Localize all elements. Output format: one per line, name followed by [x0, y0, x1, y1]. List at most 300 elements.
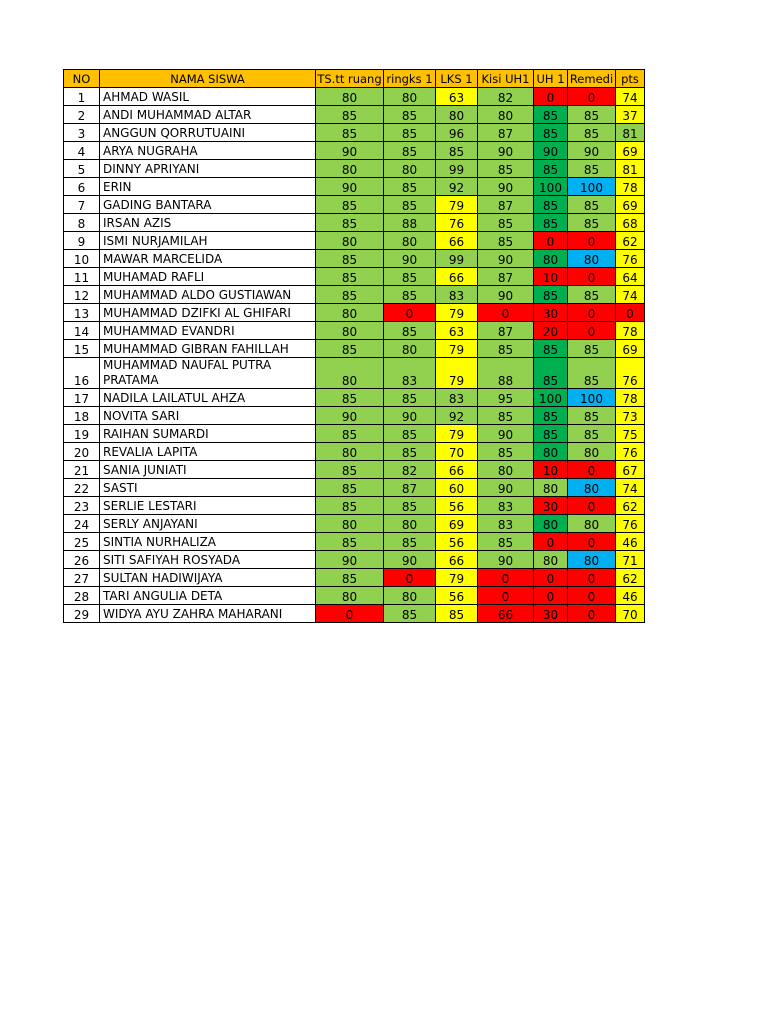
table-row [64, 497, 645, 515]
cell-ts: 80 [316, 443, 384, 461]
cell-lks: 79 [436, 196, 478, 214]
cell-ringks: 85 [384, 605, 436, 623]
cell-lks: 79 [436, 340, 478, 358]
cell-uh: 0 [534, 232, 568, 250]
cell-ts: 85 [316, 569, 384, 587]
cell-lks: 60 [436, 479, 478, 497]
cell-lks: 92 [436, 178, 478, 196]
cell-no: 21 [64, 461, 100, 479]
cell-lks: 99 [436, 160, 478, 178]
cell-kisi: 85 [478, 443, 534, 461]
cell-ts: 85 [316, 479, 384, 497]
cell-lks: 63 [436, 322, 478, 340]
cell-uh: 0 [534, 533, 568, 551]
cell-uh: 100 [534, 178, 568, 196]
cell-pts: 74 [616, 286, 645, 304]
cell-pts: 69 [616, 142, 645, 160]
cell-pts: 70 [616, 605, 645, 623]
cell-remedi: 90 [568, 142, 616, 160]
cell-ts: 90 [316, 178, 384, 196]
cell-kisi: 90 [478, 250, 534, 268]
cell-no: 26 [64, 551, 100, 569]
cell-uh: 80 [534, 250, 568, 268]
table-row [64, 322, 645, 340]
table-row [64, 178, 645, 196]
cell-nama-siswa: SERLY ANJAYANI [100, 515, 316, 533]
cell-uh: 0 [534, 587, 568, 605]
cell-no: 28 [64, 587, 100, 605]
cell-no: 3 [64, 124, 100, 142]
cell-nama-siswa: DINNY APRIYANI [100, 160, 316, 178]
cell-nama-siswa: SINTIA NURHALIZA [100, 533, 316, 551]
cell-no: 15 [64, 340, 100, 358]
cell-pts: 46 [616, 533, 645, 551]
table-row [64, 358, 645, 389]
cell-lks: 85 [436, 605, 478, 623]
cell-no: 8 [64, 214, 100, 232]
cell-ringks: 85 [384, 443, 436, 461]
cell-pts: 46 [616, 587, 645, 605]
cell-uh: 30 [534, 605, 568, 623]
cell-nama-siswa: ARYA NUGRAHA [100, 142, 316, 160]
cell-pts: 76 [616, 515, 645, 533]
cell-ringks: 85 [384, 106, 436, 124]
cell-kisi: 87 [478, 124, 534, 142]
cell-ringks: 88 [384, 214, 436, 232]
cell-kisi: 80 [478, 106, 534, 124]
cell-nama-siswa: MUHAMMAD EVANDRI [100, 322, 316, 340]
cell-ts: 0 [316, 605, 384, 623]
cell-ts: 85 [316, 533, 384, 551]
cell-lks: 66 [436, 551, 478, 569]
cell-no: 24 [64, 515, 100, 533]
cell-ts: 85 [316, 425, 384, 443]
cell-lks: 92 [436, 407, 478, 425]
cell-ts: 85 [316, 268, 384, 286]
cell-ringks: 85 [384, 389, 436, 407]
cell-ringks: 80 [384, 587, 436, 605]
cell-nama-siswa: SULTAN HADIWIJAYA [100, 569, 316, 587]
cell-ringks: 85 [384, 497, 436, 515]
cell-no: 9 [64, 232, 100, 250]
cell-kisi: 85 [478, 214, 534, 232]
cell-uh: 10 [534, 268, 568, 286]
cell-ringks: 80 [384, 340, 436, 358]
cell-lks: 83 [436, 389, 478, 407]
table-row [64, 461, 645, 479]
cell-no: 4 [64, 142, 100, 160]
cell-no: 22 [64, 479, 100, 497]
cell-ts: 80 [316, 515, 384, 533]
cell-ringks: 82 [384, 461, 436, 479]
cell-pts: 75 [616, 425, 645, 443]
cell-kisi: 88 [478, 358, 534, 389]
cell-uh: 80 [534, 479, 568, 497]
table-row [64, 425, 645, 443]
cell-kisi: 87 [478, 322, 534, 340]
cell-ts: 80 [316, 587, 384, 605]
table-row [64, 286, 645, 304]
cell-kisi: 90 [478, 479, 534, 497]
cell-nama-siswa: IRSAN AZIS [100, 214, 316, 232]
cell-kisi: 82 [478, 88, 534, 106]
cell-ringks: 0 [384, 569, 436, 587]
cell-nama-siswa: NOVITA SARI [100, 407, 316, 425]
cell-uh: 85 [534, 196, 568, 214]
cell-kisi: 95 [478, 389, 534, 407]
cell-nama-siswa: MUHAMMAD ALDO GUSTIAWAN [100, 286, 316, 304]
cell-no: 23 [64, 497, 100, 515]
cell-pts: 67 [616, 461, 645, 479]
table-row [64, 214, 645, 232]
cell-pts: 81 [616, 160, 645, 178]
cell-ts: 90 [316, 551, 384, 569]
cell-uh: 85 [534, 106, 568, 124]
table-row [64, 250, 645, 268]
cell-nama-siswa: MAWAR MARCELIDA [100, 250, 316, 268]
table-row [64, 605, 645, 623]
table-row [64, 142, 645, 160]
cell-ts: 80 [316, 304, 384, 322]
cell-ringks: 85 [384, 178, 436, 196]
cell-no: 27 [64, 569, 100, 587]
cell-pts: 74 [616, 479, 645, 497]
cell-ts: 85 [316, 250, 384, 268]
cell-nama-siswa: NADILA LAILATUL AHZA [100, 389, 316, 407]
header-no: NO [64, 70, 100, 88]
cell-remedi: 0 [568, 461, 616, 479]
cell-no: 18 [64, 407, 100, 425]
header-ts-tt-ruang: TS.tt ruang [317, 71, 382, 86]
cell-lks: 76 [436, 214, 478, 232]
cell-kisi: 87 [478, 268, 534, 286]
cell-remedi: 80 [568, 551, 616, 569]
table-row [64, 88, 645, 106]
cell-kisi: 0 [478, 569, 534, 587]
cell-ts: 85 [316, 124, 384, 142]
header-uh-1: UH 1 [534, 70, 568, 88]
cell-kisi: 90 [478, 286, 534, 304]
header-ringks-1: ringks 1 [384, 70, 436, 88]
header-nama-siswa: NAMA SISWA [100, 70, 316, 88]
cell-remedi: 0 [568, 88, 616, 106]
cell-nama-siswa: SASTI [100, 479, 316, 497]
cell-pts: 76 [616, 443, 645, 461]
cell-lks: 63 [436, 88, 478, 106]
table-row [64, 569, 645, 587]
cell-pts: 0 [616, 304, 645, 322]
cell-uh: 85 [534, 358, 568, 389]
cell-ts: 85 [316, 106, 384, 124]
cell-kisi: 85 [478, 160, 534, 178]
cell-no: 14 [64, 322, 100, 340]
cell-pts: 62 [616, 497, 645, 515]
cell-ts: 80 [316, 358, 384, 389]
cell-remedi: 85 [568, 425, 616, 443]
cell-lks: 96 [436, 124, 478, 142]
cell-ts: 85 [316, 196, 384, 214]
cell-remedi: 85 [568, 106, 616, 124]
cell-ringks: 90 [384, 407, 436, 425]
cell-remedi: 80 [568, 479, 616, 497]
cell-no: 10 [64, 250, 100, 268]
cell-nama-siswa: GADING BANTARA [100, 196, 316, 214]
cell-uh: 85 [534, 407, 568, 425]
cell-kisi: 90 [478, 178, 534, 196]
cell-remedi: 0 [568, 304, 616, 322]
table-row [64, 340, 645, 358]
cell-lks: 70 [436, 443, 478, 461]
cell-no: 13 [64, 304, 100, 322]
cell-uh: 0 [534, 569, 568, 587]
cell-uh: 100 [534, 389, 568, 407]
cell-kisi: 90 [478, 551, 534, 569]
cell-lks: 85 [436, 142, 478, 160]
cell-ts: 85 [316, 340, 384, 358]
table-row [64, 389, 645, 407]
cell-no: 16 [64, 358, 100, 389]
cell-remedi: 100 [568, 389, 616, 407]
header-kisi-uh1: Kisi UH1 [478, 70, 534, 88]
table-row [64, 268, 645, 286]
cell-no: 17 [64, 389, 100, 407]
cell-nama-siswa: ANGGUN QORRUTUAINI [100, 124, 316, 142]
cell-remedi: 85 [568, 286, 616, 304]
cell-no: 29 [64, 605, 100, 623]
table-row [64, 479, 645, 497]
cell-ringks: 80 [384, 515, 436, 533]
cell-nama-siswa: MUHAMMAD GIBRAN FAHILLAH [100, 340, 316, 358]
cell-pts: 37 [616, 106, 645, 124]
cell-uh: 30 [534, 497, 568, 515]
table-row [64, 124, 645, 142]
cell-pts: 68 [616, 214, 645, 232]
cell-remedi: 0 [568, 268, 616, 286]
cell-pts: 62 [616, 569, 645, 587]
cell-pts: 78 [616, 178, 645, 196]
cell-pts: 74 [616, 88, 645, 106]
header-remedi: Remedi [568, 70, 616, 88]
cell-nama-siswa: ANDI MUHAMMAD ALTAR [100, 106, 316, 124]
cell-kisi: 90 [478, 425, 534, 443]
cell-pts: 69 [616, 196, 645, 214]
cell-uh: 80 [534, 443, 568, 461]
cell-ringks: 90 [384, 551, 436, 569]
cell-ringks: 80 [384, 88, 436, 106]
cell-uh: 85 [534, 286, 568, 304]
cell-remedi: 80 [568, 443, 616, 461]
cell-ts: 85 [316, 461, 384, 479]
cell-nama-siswa: TARI ANGULIA DETA [100, 587, 316, 605]
cell-kisi: 80 [478, 461, 534, 479]
cell-uh: 20 [534, 322, 568, 340]
cell-remedi: 85 [568, 160, 616, 178]
cell-kisi: 85 [478, 407, 534, 425]
cell-no: 20 [64, 443, 100, 461]
cell-ringks: 0 [384, 304, 436, 322]
cell-pts: 78 [616, 389, 645, 407]
cell-ts: 80 [316, 322, 384, 340]
cell-kisi: 85 [478, 232, 534, 250]
cell-ts: 80 [316, 88, 384, 106]
table-row [64, 443, 645, 461]
cell-remedi: 0 [568, 497, 616, 515]
cell-ringks: 85 [384, 286, 436, 304]
cell-lks: 66 [436, 461, 478, 479]
cell-kisi: 0 [478, 587, 534, 605]
cell-ts: 80 [316, 232, 384, 250]
cell-lks: 79 [436, 304, 478, 322]
table-row [64, 587, 645, 605]
cell-nama-siswa: ERIN [100, 178, 316, 196]
cell-lks: 79 [436, 358, 478, 389]
cell-ringks: 85 [384, 142, 436, 160]
cell-nama-siswa: ISMI NURJAMILAH [100, 232, 316, 250]
cell-no: 25 [64, 533, 100, 551]
cell-kisi: 66 [478, 605, 534, 623]
table-row [64, 106, 645, 124]
cell-remedi: 0 [568, 232, 616, 250]
cell-pts: 69 [616, 340, 645, 358]
cell-lks: 56 [436, 497, 478, 515]
cell-nama-siswa: REVALIA LAPITA [100, 443, 316, 461]
cell-uh: 85 [534, 124, 568, 142]
grade-table [63, 69, 645, 623]
cell-uh: 90 [534, 142, 568, 160]
cell-remedi: 85 [568, 196, 616, 214]
cell-pts: 64 [616, 268, 645, 286]
cell-nama-siswa: SITI SAFIYAH ROSYADA [100, 551, 316, 569]
cell-remedi: 80 [568, 250, 616, 268]
cell-lks: 69 [436, 515, 478, 533]
cell-remedi: 85 [568, 407, 616, 425]
header-lks-1: LKS 1 [436, 70, 478, 88]
cell-lks: 79 [436, 425, 478, 443]
cell-uh: 85 [534, 340, 568, 358]
cell-uh: 80 [534, 515, 568, 533]
cell-nama-siswa: MUHAMMAD NAUFAL PUTRA PRATAMA [100, 358, 316, 389]
cell-ts: 85 [316, 389, 384, 407]
cell-pts: 71 [616, 551, 645, 569]
cell-ringks: 85 [384, 533, 436, 551]
cell-uh: 10 [534, 461, 568, 479]
table-row [64, 304, 645, 322]
cell-ringks: 85 [384, 425, 436, 443]
cell-lks: 66 [436, 268, 478, 286]
cell-ringks: 83 [384, 358, 436, 389]
cell-kisi: 0 [478, 304, 534, 322]
cell-lks: 56 [436, 533, 478, 551]
table-row [64, 533, 645, 551]
cell-ts: 85 [316, 497, 384, 515]
cell-lks: 79 [436, 569, 478, 587]
table-row [64, 160, 645, 178]
cell-pts: 73 [616, 407, 645, 425]
cell-kisi: 85 [478, 533, 534, 551]
cell-lks: 66 [436, 232, 478, 250]
cell-uh: 80 [534, 551, 568, 569]
cell-no: 11 [64, 268, 100, 286]
cell-no: 5 [64, 160, 100, 178]
cell-nama-siswa: MUHAMMAD DZIFKI AL GHIFARI [100, 304, 316, 322]
header-pts: pts [616, 70, 645, 88]
cell-remedi: 0 [568, 533, 616, 551]
cell-ringks: 85 [384, 268, 436, 286]
table-row [64, 232, 645, 250]
cell-remedi: 0 [568, 605, 616, 623]
cell-no: 12 [64, 286, 100, 304]
cell-no: 2 [64, 106, 100, 124]
cell-ringks: 87 [384, 479, 436, 497]
cell-remedi: 85 [568, 214, 616, 232]
cell-remedi: 85 [568, 340, 616, 358]
cell-lks: 99 [436, 250, 478, 268]
cell-kisi: 90 [478, 142, 534, 160]
cell-uh: 85 [534, 214, 568, 232]
cell-uh: 0 [534, 88, 568, 106]
cell-kisi: 83 [478, 497, 534, 515]
cell-uh: 30 [534, 304, 568, 322]
cell-ringks: 85 [384, 196, 436, 214]
cell-lks: 80 [436, 106, 478, 124]
cell-ts: 90 [316, 142, 384, 160]
cell-nama-siswa: MUHAMAD RAFLI [100, 268, 316, 286]
cell-ts: 90 [316, 407, 384, 425]
cell-kisi: 85 [478, 340, 534, 358]
cell-no: 7 [64, 196, 100, 214]
header-row [64, 70, 645, 88]
cell-kisi: 87 [478, 196, 534, 214]
grade-table-body [64, 88, 645, 623]
cell-nama-siswa: SANIA JUNIATI [100, 461, 316, 479]
cell-remedi: 0 [568, 322, 616, 340]
table-row [64, 407, 645, 425]
cell-remedi: 85 [568, 358, 616, 389]
cell-ringks: 85 [384, 124, 436, 142]
cell-kisi: 83 [478, 515, 534, 533]
cell-ts: 85 [316, 286, 384, 304]
cell-remedi: 80 [568, 515, 616, 533]
cell-ts: 85 [316, 214, 384, 232]
cell-nama-siswa: AHMAD WASIL [100, 88, 316, 106]
cell-no: 1 [64, 88, 100, 106]
cell-ringks: 90 [384, 250, 436, 268]
cell-remedi: 100 [568, 178, 616, 196]
table-row [64, 551, 645, 569]
cell-uh: 85 [534, 425, 568, 443]
cell-nama-siswa: SERLIE LESTARI [100, 497, 316, 515]
cell-uh: 85 [534, 160, 568, 178]
cell-remedi: 85 [568, 124, 616, 142]
table-row [64, 515, 645, 533]
cell-nama-siswa: WIDYA AYU ZAHRA MAHARANI [100, 605, 316, 623]
cell-lks: 56 [436, 587, 478, 605]
cell-ts: 80 [316, 160, 384, 178]
cell-no: 6 [64, 178, 100, 196]
cell-ringks: 85 [384, 322, 436, 340]
cell-remedi: 0 [568, 587, 616, 605]
cell-pts: 62 [616, 232, 645, 250]
cell-pts: 76 [616, 250, 645, 268]
cell-ringks: 80 [384, 160, 436, 178]
cell-ringks: 80 [384, 232, 436, 250]
cell-pts: 76 [616, 358, 645, 389]
cell-nama-siswa: RAIHAN SUMARDI [100, 425, 316, 443]
cell-pts: 78 [616, 322, 645, 340]
table-row [64, 196, 645, 214]
cell-pts: 81 [616, 124, 645, 142]
cell-remedi: 0 [568, 569, 616, 587]
